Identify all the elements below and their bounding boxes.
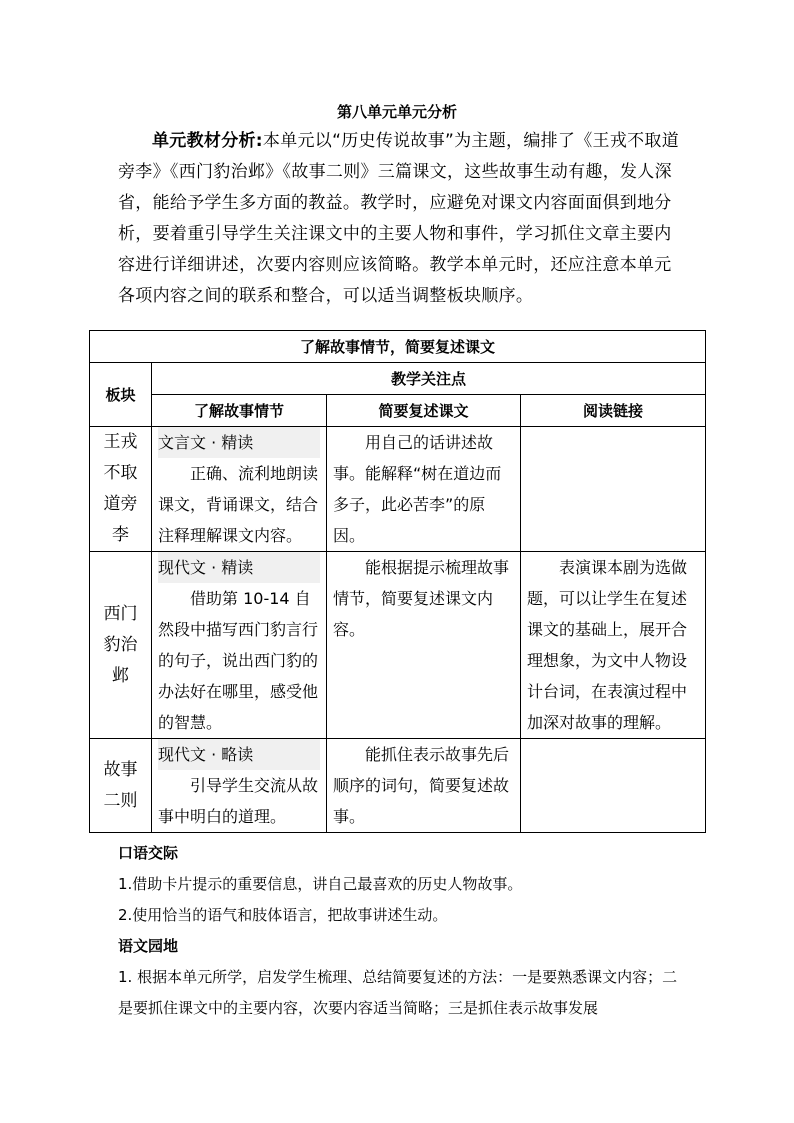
retell-cell — [327, 427, 521, 552]
col-header-focus: 教学关注点 — [152, 363, 706, 395]
block-name: 王戎不取道旁李 — [90, 427, 152, 552]
oral-item: 2.使用恰当的语气和肢体语言，把故事讲述生动。 — [118, 906, 448, 924]
col-header-link: 阅读链接 — [521, 395, 706, 427]
link-cell — [521, 552, 706, 739]
lesson-type-tag: 文言文 · 精读 — [158, 427, 320, 458]
link-text: 表演课本剧为选做题，可以让学生在复述课文的基础上，展开合理想象，为文中人物设计台词，在表演过程中加深对故事的理解。 — [527, 558, 688, 732]
retell-text: 能根据提示梳理故事情节，简要复述课文内容。 — [333, 558, 510, 639]
plot-text: 引导学生交流从故事中明白的道理。 — [158, 776, 319, 826]
link-cell — [521, 427, 706, 552]
col-header-retell: 简要复述课文 — [327, 395, 521, 427]
block-name: 故事二则 — [90, 739, 152, 833]
lesson-type-tag: 现代文 · 精读 — [158, 552, 320, 583]
retell-cell — [327, 739, 521, 833]
table-caption: 了解故事情节，简要复述课文 — [90, 331, 706, 363]
link-cell — [521, 739, 706, 833]
plot-text: 正确、流利地朗读课文，背诵课文，结合注释理解课文内容。 — [158, 464, 319, 545]
unit-table — [89, 330, 706, 833]
garden-item: 1. 根据本单元所学，启发学生梳理、总结简要复述的方法：一是要熟悉课文内容；二是要抓住课文中的主要内容，次要内容适当简略；三是抓住表示故事发展 — [118, 968, 678, 1017]
garden-heading: 语文园地 — [118, 937, 179, 955]
retell-cell — [327, 552, 521, 739]
plot-cell — [152, 427, 327, 552]
oral-item: 1.借助卡片提示的重要信息，讲自己最喜欢的历史人物故事。 — [118, 875, 523, 893]
table-row — [90, 427, 706, 552]
oral-heading: 口语交际 — [118, 844, 179, 862]
block-name: 西门豹治邺 — [90, 552, 152, 739]
col-header-plot: 了解故事情节 — [152, 395, 327, 427]
lesson-type-tag: 现代文 · 略读 — [158, 739, 320, 770]
intro-text: 本单元以“历史传说故事”为主题，编排了《王戎不取道旁李》《西门豹治邺》《故事二则》三篇课文，这些故事生动有趣，发人深省，能给予学生多方面的教益。教学时，应避免对课文内容面面俱到地分析，要着重引导学生关注课文中的主要人物和事件，学习抓住文章主要内容进行详细讲述，次要内容则应该简略。教学本单元时，还应注意本单元各项内容之间的联系和整合，可以适当调整板块顺序。 — [118, 131, 680, 306]
intro-paragraph — [118, 126, 683, 312]
plot-cell — [152, 739, 327, 833]
intro-label: 单元教材分析: — [152, 131, 263, 151]
table-row — [90, 739, 706, 833]
col-header-block: 板块 — [90, 363, 152, 427]
plot-text: 借助第 10-14 自然段中描写西门豹言行的句子，说出西门豹的办法好在哪里，感受他的智慧。 — [158, 589, 319, 732]
retell-text: 能抓住表示故事先后顺序的词句，简要复述故事。 — [333, 745, 510, 826]
sections — [118, 838, 688, 1024]
table-row — [90, 552, 706, 739]
plot-cell — [152, 552, 327, 739]
page-title: 第八单元单元分析 — [336, 103, 457, 121]
retell-text: 用自己的话讲述故事。能解释“树在道边而多子，此必苦李”的原因。 — [333, 433, 502, 545]
